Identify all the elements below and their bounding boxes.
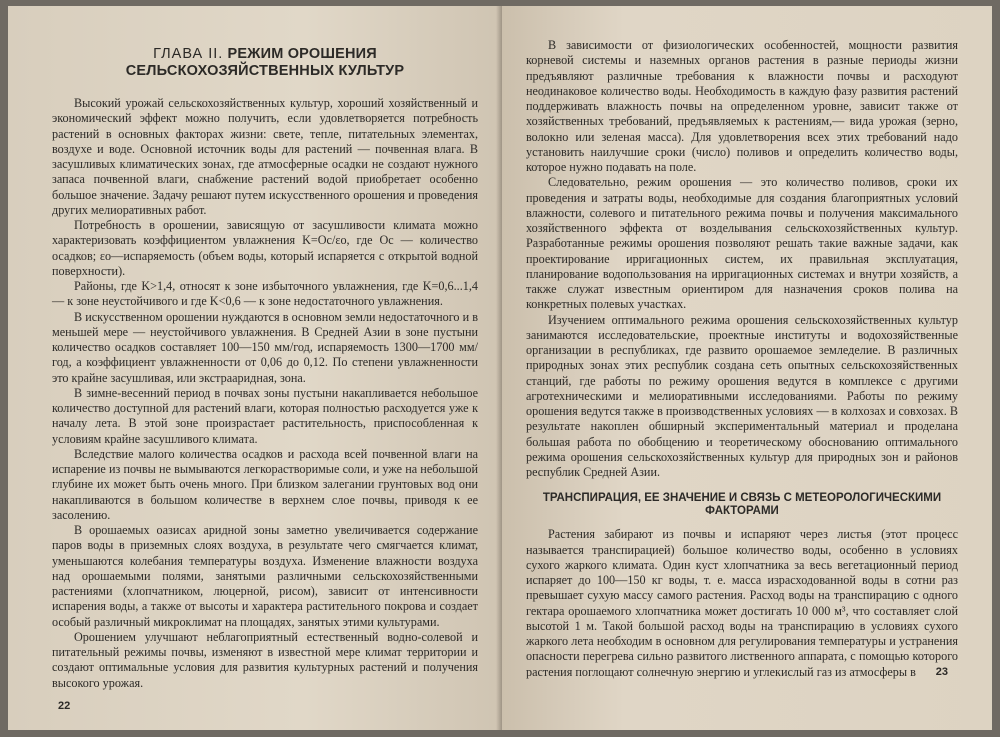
page-number: 22	[58, 700, 71, 712]
paragraph: В зависимости от физиологических особенностей, мощности развития корневой системы и наземных органов растения в разные периоды жизни предъявляют различные требования к влажности почвы и расходуют неодинаковое количество воды. Необходимость в каждую фазу развития растений поддерживать влажность почвы на определенном уровне, зависит также от хозяйственных требований, предъявляемых к растениям,— вида урожая (зерно, волокно или зеленая масса). Для удовлетворения всех этих требований надо установить наилучшие сроки (число) поливов и определить количество воды, которое нужно подавать на поле.	[526, 38, 958, 174]
paragraph: Следовательно, режим орошения — это количество поливов, сроки их проведения и затраты воды, необходимые для создания благоприятных условий влажности, солевого и питательного режима почвы и получения максимального хозяйственного эффекта от возделывания сельскохозяйственных культур. Разработанные режимы орошения позволяют решать такие важные задачи, как проектирование ирригационных систем, их правильная эксплуатация, планирование водопользования на ирригационных системах и внутри хозяйств, а также служат известным ориентиром для назначения сроков полива на конкретных полевых участках.	[526, 175, 958, 312]
left-page	[8, 6, 502, 730]
paragraph: Орошением улучшают неблагоприятный естественный водно-солевой и питательный режимы почвы, изменяют в известной мере климат территории и создают оптимальные условия для развития культурных растений и получения высокого урожая.	[52, 629, 478, 690]
paragraph: В искусственном орошении нуждаются в основном земли недостаточного и в меньшей мере — неустойчивого увлажнения. В Средней Азии в зоне пустыни количество осадков составляет 100—150 мм/год, испаряемость 1300—1700 мм/год, а коэффициент увлажненности от 0,06 до 0,12. По степени увлажненности это крайне засушливая, или экстрааридная, зона.	[52, 309, 478, 385]
paragraph: В орошаемых оазисах аридной зоны заметно увеличивается содержание паров воды в приземных слоях воздуха, в результате чего смягчается климат, уменьшаются колебания температуры воздуха. Изменение влажности воздуха над орошаемыми полями, занятыми различными сельскохозяйственными растениями (хлопчатником, люцерной, рисом), зависит от интенсивности испарения воды, а также от высоты и характера растительного покрова и создает особый различный микроклимат на площадях, занятых этими культурами.	[52, 523, 478, 629]
paragraph: Районы, где K>1,4, относят к зоне избыточного увлажнения, где K=0,6...1,4— к зоне неустойчивого и где K<0,6 — к зоне недостаточного увлажнения.	[52, 279, 478, 309]
chapter-title: РЕЖИМ ОРОШЕНИЯ СЕЛЬСКОХОЗЯЙСТВЕННЫХ КУЛЬТУР	[125, 46, 405, 79]
paragraph: Высокий урожай сельскохозяйственных культур, хороший хозяйственный и экономический эффект можно получить, если удовлетворяется потребность растений в основных факторах жизни: свете, тепле, питательных элементах, воздухе и воде. Основной источник воды для растений — почвенная влага. В засушливых климатических зонах, где атмосферные осадки не создают нужного запаса почвенной влаги, снабжение растений водой приобретает особенно большое значение. Задачу решают путем искусственного орошения и проведения других мелиоративных работ.	[52, 96, 478, 217]
paragraph: Вследствие малого количества осадков и расхода всей почвенной влаги на испарение из почвы не вымываются легкорастворимые соли, и уже на небольшой глубине их может быть очень много. При близком залегании грунтовых вод они накапливаются в большом количестве в верхнем слое почвы, приводя к ее засолению.	[52, 446, 478, 522]
right-page	[502, 6, 992, 730]
paragraph: Изучением оптимального режима орошения сельскохозяйственных культур занимаются исследовательские, проектные институты и водохозяйственные организации в республиках, где развито орошаемое земледелие. В различных природных зонах этих республик создана сеть опытных сельскохозяйственных станций, где работы по режиму орошения ведутся в комплексе с другими агротехническими и мелиоративными исследованиями. Работы по режиму орошения ведутся также в производственных условиях — в колхозах и совхозах. В результате накоплен обширный экспериментальный материал и проделана большая работа по обобщению и теоретическому обоснованию оптимального режима орошения сельскохозяйственных культур для природных зон и районов республик Средней Азии.	[526, 312, 958, 479]
paragraph: В зимне-весенний период в почвах зоны пустыни накапливается небольшое количество доступной для растений влаги, которая полностью расходуется уже к началу лета. В этой зоне произрастает растительность, приспособленная к условиям крайне засушливого климата.	[52, 385, 478, 446]
section-title: ТРАНСПИРАЦИЯ, ЕЕ ЗНАЧЕНИЕ И СВЯЗЬ С МЕТЕОРОЛОГИЧЕСКИМИ ФАКТОРАМИ	[542, 492, 942, 518]
chapter-heading	[52, 46, 478, 80]
page-number: 23	[935, 666, 948, 678]
paragraph: Потребность в орошении, зависящую от засушливости климата можно характеризовать коэффициентом увлажнения K=Oc/εo, где Oc — количество осадков; εo—испаряемость (объем воды, который испаряется с открытой водной поверхности).	[52, 218, 478, 278]
paragraph: Растения забирают из почвы и испаряют через листья (этот процесс называется транспирацией) большое количество воды, особенно в условиях сухого жаркого климата. Один куст хлопчатника за весь вегетационный период испаряет до 100—150 кг воды, т. е. масса израсходованной воды в сотни раз превышает сухую массу самого растения. Расход воды на транспирацию с одного гектара орошаемого хлопчатника может достигать 10 000 м³, что составляет слой высотой 1 м. Такой большой расход воды на транспирацию в условиях сухого жаркого лета необходим в основном для регулирования температуры и устранения опасности перегрева сильно развитого лиственного аппарата, с помощью которого растения поглощают солнечную энергию и углекислый газ из атмосферы в	[526, 527, 958, 679]
chapter-number: ГЛАВА II.	[153, 46, 224, 62]
